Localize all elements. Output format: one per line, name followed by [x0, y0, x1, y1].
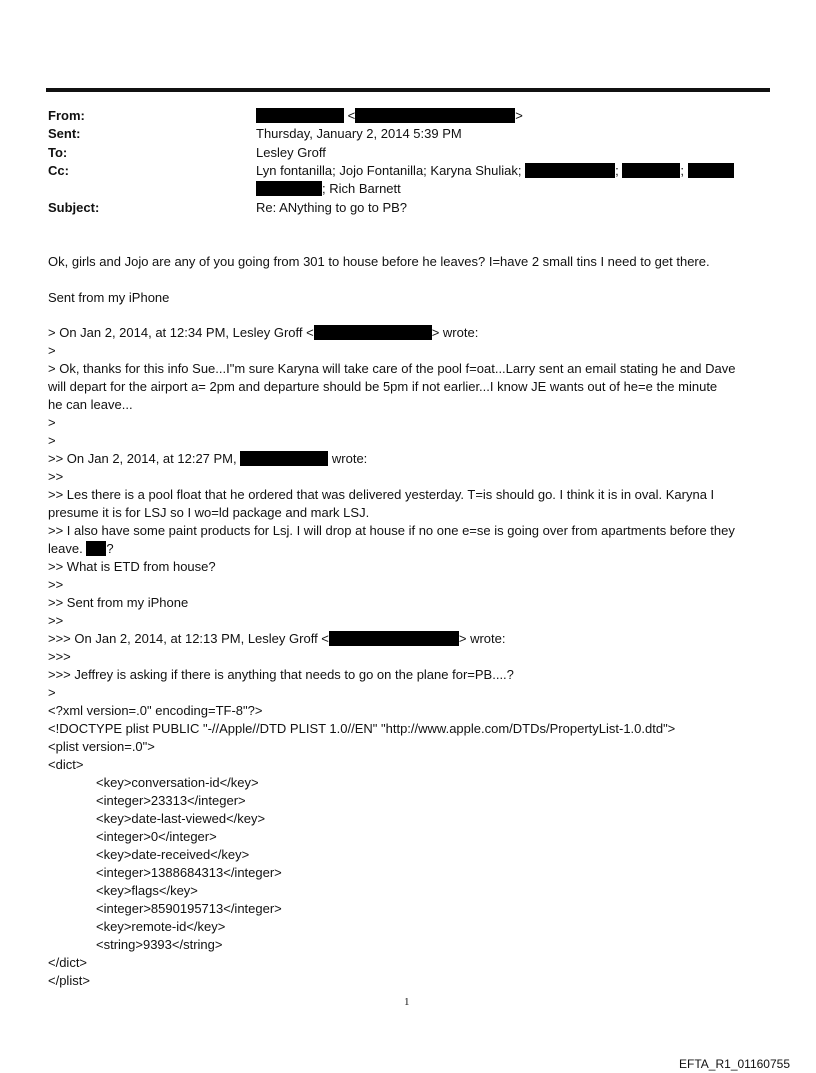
redaction-block — [688, 163, 734, 178]
body-line: >> Sent from my iPhone — [48, 595, 189, 610]
sent-value: Thursday, January 2, 2014 5:39 PM — [256, 126, 462, 141]
xml-line: <integer>8590195713</integer> — [96, 901, 282, 916]
to-label: To: — [48, 145, 68, 160]
body-line — [48, 325, 478, 340]
body-line: > — [48, 433, 56, 448]
body-line: > — [48, 343, 56, 358]
xml-line: <?xml version=.0" encoding=TF-8"?> — [48, 703, 263, 718]
redaction-block — [314, 325, 432, 340]
xml-line: <key>remote-id</key> — [96, 919, 226, 934]
body-line: will depart for the airport a= 2pm and departure should be 5pm if not earlier...I know JE wants out of he=e the minute — [48, 379, 718, 394]
cc-label: Cc: — [48, 163, 69, 178]
body-line: >>> — [48, 649, 71, 664]
to-value: Lesley Groff — [256, 145, 326, 160]
xml-line: </dict> — [48, 955, 88, 970]
from-value — [256, 108, 523, 123]
subject-value: Re: ANything to go to PB? — [256, 200, 408, 215]
sent-label: Sent: — [48, 126, 81, 141]
body-line: >> Les there is a pool float that he ordered that was delivered yesterday. T=is should go. I think it is in oval. Karyna I — [48, 487, 715, 502]
xml-line: <integer>1388684313</integer> — [96, 865, 282, 880]
body-line: presume it is for LSJ so I wo=ld package and mark LSJ. — [48, 505, 370, 520]
body-line: >> — [48, 577, 64, 592]
from-open-bracket: < — [347, 108, 356, 123]
body-line — [48, 541, 114, 556]
xml-line: </plist> — [48, 973, 90, 988]
redaction-block — [240, 451, 328, 466]
body-line: Sent from my iPhone — [48, 290, 170, 305]
quote-header-end: > wrote: — [431, 325, 479, 340]
body-text: ? — [106, 541, 114, 556]
body-line: >> — [48, 613, 64, 628]
from-close-bracket: > — [515, 108, 523, 123]
from-label: From: — [48, 108, 85, 123]
quote-header-end: > wrote: — [458, 631, 506, 646]
xml-line: <integer>23313</integer> — [96, 793, 246, 808]
xml-line: <key>flags</key> — [96, 883, 198, 898]
body-text: leave. — [48, 541, 83, 556]
redaction-block — [355, 108, 515, 123]
bates-number: EFTA_R1_01160755 — [679, 1057, 790, 1071]
body-line: >> What is ETD from house? — [48, 559, 216, 574]
body-line: > — [48, 685, 56, 700]
quote-header: > On Jan 2, 2014, at 12:34 PM, Lesley Groff < — [48, 325, 314, 340]
redaction-block — [329, 631, 459, 646]
quote-header: >>> On Jan 2, 2014, at 12:13 PM, Lesley Groff < — [48, 631, 329, 646]
xml-line: <key>date-last-viewed</key> — [96, 811, 266, 826]
page-number: 1 — [404, 996, 410, 1008]
subject-label: Subject: — [48, 200, 100, 215]
body-line: > Ok, thanks for this info Sue...I"m sure Karyna will take care of the pool f=oat...Larry sent an email stating he and Dave — [48, 361, 736, 376]
redaction-block — [256, 181, 322, 196]
body-line — [48, 631, 506, 646]
header-rule — [46, 88, 770, 92]
quote-header: >> On Jan 2, 2014, at 12:27 PM, — [48, 451, 237, 466]
cc-separator: ; — [680, 163, 684, 178]
cc-names: Lyn fontanilla; Jojo Fontanilla; Karyna Shuliak; — [256, 163, 522, 178]
xml-line: <string>9393</string> — [96, 937, 223, 952]
xml-line: <plist version=.0"> — [48, 739, 155, 754]
cc-separator: ; — [615, 163, 619, 178]
redaction-block — [622, 163, 680, 178]
xml-line: <key>conversation-id</key> — [96, 775, 259, 790]
body-line — [48, 451, 367, 466]
body-line: Ok, girls and Jojo are any of you going from 301 to house before he leaves? I=have 2 small tins I need to get there. — [48, 254, 710, 269]
quote-header-end: wrote: — [331, 451, 368, 466]
cc-names: ; Rich Barnett — [322, 181, 401, 196]
body-line: >> I also have some paint products for Lsj. I will drop at house if no one e=se is going over from apartments before they — [48, 523, 735, 538]
cc-value-continued — [256, 181, 401, 196]
body-line: he can leave... — [48, 397, 133, 412]
body-line: >>> Jeffrey is asking if there is anything that needs to go on the plane for=PB....? — [48, 667, 514, 682]
xml-line: <dict> — [48, 757, 84, 772]
xml-line: <integer>0</integer> — [96, 829, 217, 844]
xml-line: <!DOCTYPE plist PUBLIC "-//Apple//DTD PLIST 1.0//EN" "http://www.apple.com/DTDs/PropertyList-1.0.dtd"> — [48, 721, 676, 736]
redaction-block — [525, 163, 615, 178]
redaction-block — [86, 541, 106, 556]
body-line: > — [48, 415, 56, 430]
cc-value — [256, 163, 734, 178]
xml-line: <key>date-received</key> — [96, 847, 250, 862]
redaction-block — [256, 108, 344, 123]
body-line: >> — [48, 469, 64, 484]
